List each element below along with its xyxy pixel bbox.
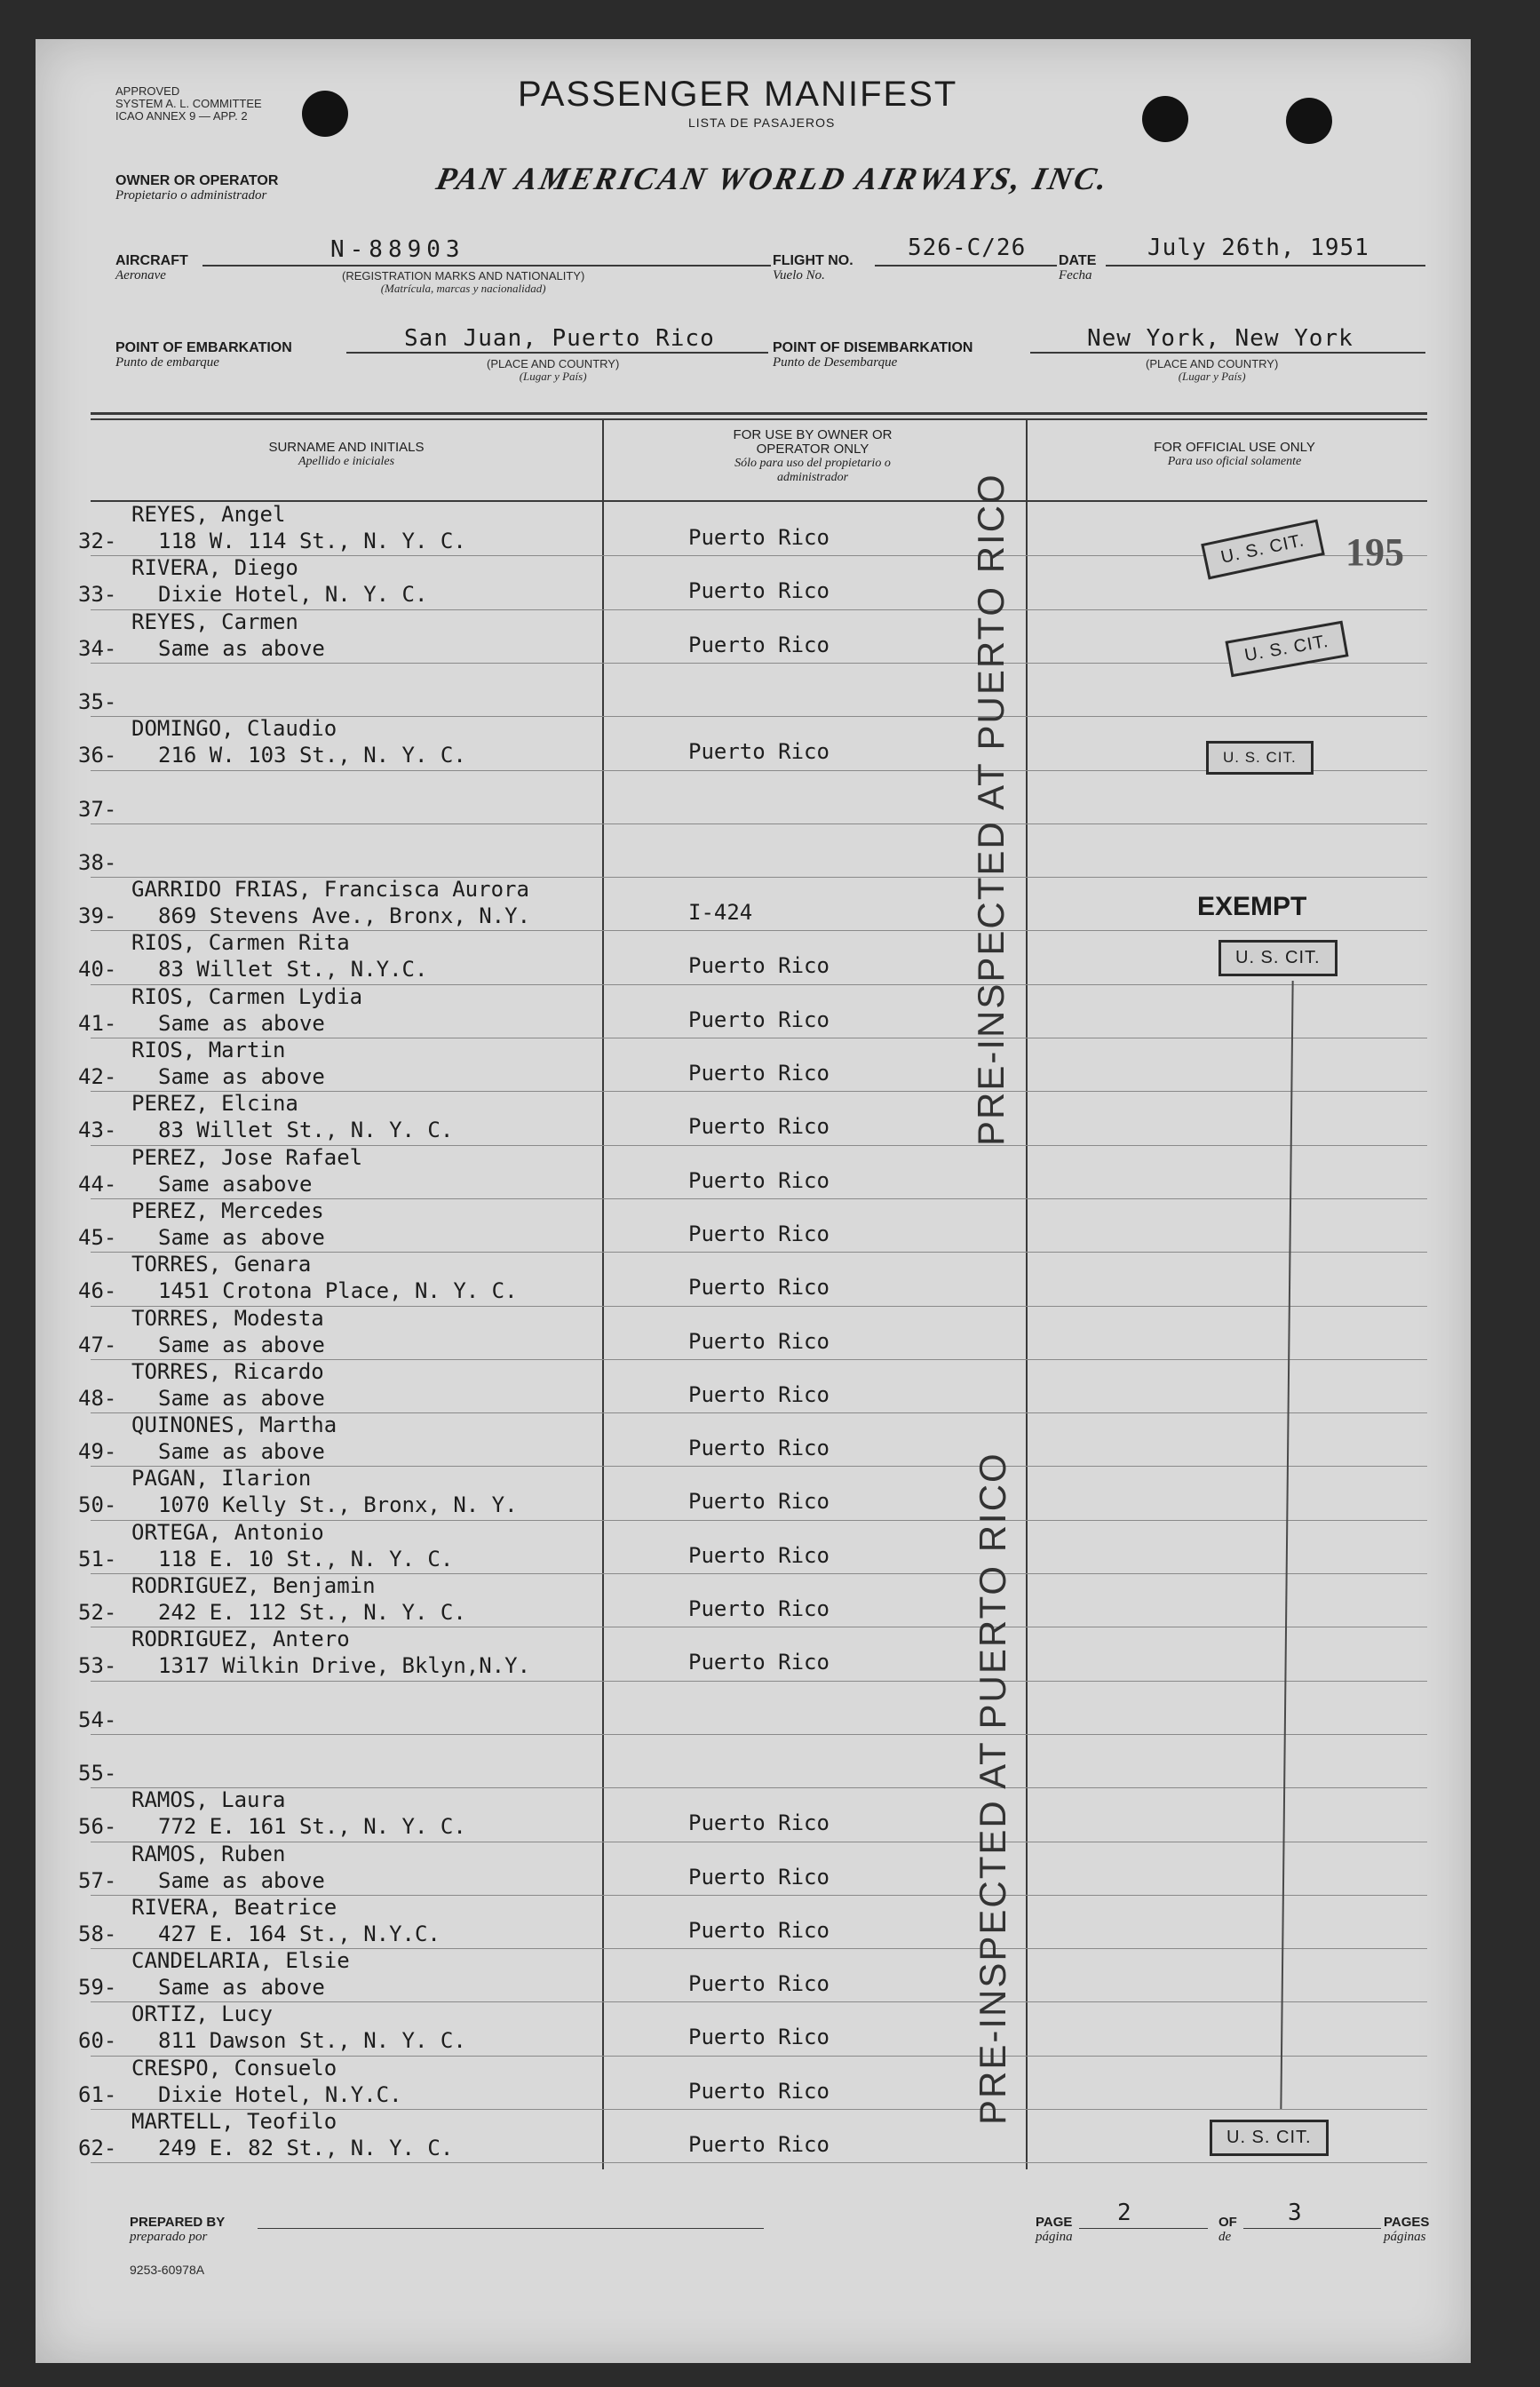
passenger-name: TORRES, Genara: [131, 1252, 312, 1277]
row-divider: [91, 2001, 1427, 2002]
of-label-en: OF: [1219, 2215, 1237, 2230]
col-header-official-es: Para uso oficial solamente: [1167, 455, 1302, 468]
page-label: [1036, 2216, 1073, 2244]
date-label-en: DATE: [1059, 253, 1097, 268]
disembark-place-note-es: (Lugar y País): [1178, 370, 1246, 383]
row-number: 47-: [78, 1332, 117, 1357]
row-number: 34-: [78, 635, 117, 661]
passenger-origin: Puerto Rico: [688, 1650, 830, 1675]
row-number: 49-: [78, 1439, 117, 1465]
passenger-name: PEREZ, Mercedes: [131, 1197, 324, 1223]
passenger-name: RIVERA, Diego: [131, 555, 298, 581]
row-number: 60-: [78, 2028, 117, 2054]
row-number: 35-: [78, 688, 117, 714]
passenger-address: 118 E. 10 St., N. Y. C.: [158, 1546, 454, 1571]
passenger-address: Dixie Hotel, N. Y. C.: [158, 582, 428, 608]
punch-hole-right: [1286, 98, 1332, 144]
flight-label: [773, 254, 853, 282]
passenger-name: QUINONES, Martha: [131, 1412, 337, 1438]
disembark-place-note: [1146, 358, 1278, 383]
row-number: 45-: [78, 1224, 117, 1250]
page-label-es: página: [1036, 2230, 1073, 2244]
row-number: 41-: [78, 1010, 117, 1036]
owner-label-es: Propietario o administrador: [115, 188, 267, 203]
page-title: PASSENGER MANIFEST: [518, 75, 958, 114]
pages-label-es: páginas: [1384, 2230, 1426, 2244]
passenger-name: RIOS, Martin: [131, 1038, 286, 1062]
passenger-name: TORRES, Ricardo: [131, 1358, 324, 1384]
passenger-name: RIOS, Carmen Rita: [131, 930, 350, 956]
date-underline: [1106, 265, 1425, 267]
company-name: PAN AMERICAN WORLD AIRWAYS, INC.: [433, 161, 1114, 196]
passenger-address: 83 Willet St., N.Y.C.: [158, 957, 428, 983]
passenger-origin: I-424: [688, 900, 753, 926]
col-header-official: [1092, 441, 1377, 469]
passenger-name: ORTIZ, Lucy: [131, 2001, 273, 2027]
passenger-address: 216 W. 103 St., N. Y. C.: [158, 743, 466, 768]
passenger-origin: Puerto Rico: [688, 2132, 830, 2157]
flight-label-es: Vuelo No.: [773, 268, 825, 282]
approval-line-2: SYSTEM A. L. COMMITTEE: [115, 97, 262, 110]
date-value: July 26th, 1951: [1147, 235, 1369, 261]
punch-hole-center: [1142, 96, 1188, 142]
us-cit-stamp-3: U. S. CIT.: [1206, 741, 1314, 775]
passenger-name: RAMOS, Ruben: [131, 1841, 286, 1866]
approval-line-1: APPROVED: [115, 84, 180, 98]
passenger-name: RODRIGUEZ, Antero: [131, 1627, 350, 1652]
passenger-origin: Puerto Rico: [688, 953, 830, 979]
passenger-origin: Puerto Rico: [688, 2025, 830, 2050]
page-subtitle: LISTA DE PASAJEROS: [688, 115, 836, 130]
passenger-origin: Puerto Rico: [688, 1381, 830, 1407]
disembark-label-en: POINT OF DISEMBARKATION: [773, 340, 973, 355]
flight-underline: [875, 265, 1057, 267]
passenger-address: Same as above: [158, 1332, 325, 1357]
disembark-label-es: Punto de Desembarque: [773, 355, 898, 370]
passenger-origin: Puerto Rico: [688, 2078, 830, 2104]
col-header-official-en: FOR OFFICIAL USE ONLY: [1154, 440, 1315, 455]
passenger-address: Same as above: [158, 1975, 325, 2001]
passenger-origin: Puerto Rico: [688, 1596, 830, 1621]
embark-label: [115, 341, 292, 370]
preinspected-stamp-lower: PRE-INSPECTED AT PUERTO RICO: [972, 1452, 1013, 2125]
passenger-address: 427 E. 164 St., N.Y.C.: [158, 1921, 441, 1946]
aircraft-label-es: Aeronave: [115, 268, 166, 282]
embark-place-note-es: (Lugar y País): [519, 370, 587, 383]
embark-underline: [346, 352, 768, 354]
passenger-origin: Puerto Rico: [688, 632, 830, 657]
of-value: 3: [1288, 2200, 1303, 2226]
col-header-operator-en: FOR USE BY OWNER OR OPERATOR ONLY: [733, 427, 893, 457]
aircraft-label: [115, 254, 188, 282]
passenger-name: RODRIGUEZ, Benjamin: [131, 1573, 376, 1598]
passenger-name: GARRIDO FRIAS, Francisca Aurora: [131, 877, 529, 903]
table-top-rule-2: [91, 418, 1427, 420]
passenger-name: RAMOS, Laura: [131, 1787, 286, 1813]
passenger-name: MARTELL, Teofilo: [131, 2109, 337, 2134]
form-code: 9253-60978A: [130, 2263, 205, 2277]
row-number: 40-: [78, 957, 117, 983]
passenger-origin: Puerto Rico: [688, 1221, 830, 1246]
passenger-address: 1317 Wilkin Drive, Bklyn,N.Y.: [158, 1653, 531, 1679]
passenger-address: Same as above: [158, 1010, 325, 1036]
flight-value: 526-C/26: [908, 235, 1027, 261]
row-number: 42-: [78, 1064, 117, 1089]
approval-line-3: ICAO ANNEX 9 — APP. 2: [115, 109, 248, 123]
passenger-address: Same as above: [158, 1439, 325, 1465]
row-number: 48-: [78, 1385, 117, 1411]
of-label: [1219, 2216, 1237, 2244]
passenger-address: Dixie Hotel, N.Y.C.: [158, 2081, 402, 2107]
row-number: 52-: [78, 1600, 117, 1625]
row-number: 43-: [78, 1118, 117, 1143]
embark-place-note-en: (PLACE AND COUNTRY): [487, 357, 620, 370]
passenger-address: Same as above: [158, 1224, 325, 1250]
prepared-underline: [258, 2228, 764, 2229]
passenger-origin: Puerto Rico: [688, 1007, 830, 1032]
passenger-origin: Puerto Rico: [688, 1061, 830, 1086]
page-label-en: PAGE: [1036, 2215, 1073, 2230]
passenger-name: REYES, Angel: [131, 502, 286, 527]
col-header-surname: [169, 441, 524, 469]
passenger-name: PEREZ, Jose Rafael: [131, 1144, 363, 1170]
row-number: 46-: [78, 1278, 117, 1304]
row-number: 57-: [78, 1867, 117, 1893]
embark-label-en: POINT OF EMBARKATION: [115, 340, 292, 355]
prepared-by-en: PREPARED BY: [130, 2215, 226, 2230]
approval-block: [115, 85, 320, 123]
us-cit-stamp-2: U. S. CIT.: [1225, 621, 1348, 678]
passenger-origin: Puerto Rico: [688, 1436, 830, 1461]
passenger-name: TORRES, Modesta: [131, 1305, 324, 1331]
passenger-origin: Puerto Rico: [688, 1114, 830, 1140]
aircraft-underline: [202, 265, 771, 267]
passenger-address: Same as above: [158, 1064, 325, 1089]
passenger-origin: Puerto Rico: [688, 1328, 830, 1354]
passenger-address: 242 E. 112 St., N. Y. C.: [158, 1600, 466, 1625]
row-number: 59-: [78, 1975, 117, 2001]
disembark-place-note-en: (PLACE AND COUNTRY): [1146, 357, 1279, 370]
row-number: 51-: [78, 1546, 117, 1571]
col-header-operator-es: Sólo para uso del propietario o administrador: [734, 457, 891, 484]
passenger-address: 83 Willet St., N. Y. C.: [158, 1118, 454, 1143]
passenger-name: PAGAN, Ilarion: [131, 1466, 312, 1492]
passenger-origin: Puerto Rico: [688, 1167, 830, 1193]
date-label-es: Fecha: [1059, 268, 1092, 282]
row-number: 56-: [78, 1814, 117, 1840]
embark-value: San Juan, Puerto Rico: [404, 325, 715, 352]
pages-label-en: PAGES: [1384, 2215, 1430, 2230]
row-number: 33-: [78, 582, 117, 608]
passenger-name: RIVERA, Beatrice: [131, 1894, 337, 1920]
passenger-name: CANDELARIA, Elsie: [131, 1948, 350, 1974]
passenger-address: 1451 Crotona Place, N. Y. C.: [158, 1278, 518, 1304]
passenger-address: Same as above: [158, 1385, 325, 1411]
passenger-name: REYES, Carmen: [131, 609, 298, 634]
aircraft-value: N-88903: [330, 236, 465, 263]
passenger-address: 772 E. 161 St., N. Y. C.: [158, 1814, 466, 1840]
row-number: 32-: [78, 529, 117, 553]
row-number: 53-: [78, 1653, 117, 1679]
passenger-origin: Puerto Rico: [688, 1971, 830, 1997]
prepared-by-label: [130, 2216, 225, 2244]
passenger-origin: Puerto Rico: [688, 1542, 830, 1568]
col-header-surname-es: Apellido e iniciales: [298, 455, 395, 468]
passenger-name: RIOS, Carmen Lydia: [131, 983, 363, 1009]
registration-note-en: (REGISTRATION MARKS AND NATIONALITY): [342, 269, 585, 282]
passenger-origin: Puerto Rico: [688, 1489, 830, 1515]
prepared-by-es: preparado por: [130, 2230, 208, 2244]
row-number: 54-: [78, 1707, 117, 1732]
row-divider: [91, 1734, 1427, 1735]
row-number: 36-: [78, 743, 117, 768]
flight-label-en: FLIGHT NO.: [773, 253, 853, 268]
of-label-es: de: [1219, 2230, 1232, 2244]
col-header-operator: [702, 428, 924, 485]
col-divider-2: [1026, 419, 1028, 2169]
owner-label: [115, 174, 278, 203]
passenger-address: Same as above: [158, 635, 325, 661]
header-bottom-rule: [91, 500, 1427, 502]
page-value: 2: [1117, 2200, 1132, 2226]
passenger-origin: Puerto Rico: [688, 1275, 830, 1301]
registration-note: [342, 270, 584, 295]
passenger-address: Same as above: [158, 1867, 325, 1893]
registration-note-es: (Matrícula, marcas y nacionalidad): [380, 282, 546, 295]
table-top-rule-1: [91, 412, 1427, 415]
passenger-address: 811 Dawson St., N. Y. C.: [158, 2028, 466, 2054]
passenger-address: 869 Stevens Ave., Bronx, N.Y.: [158, 903, 531, 929]
embark-label-es: Punto de embarque: [115, 355, 219, 370]
passenger-origin: Puerto Rico: [688, 578, 830, 604]
passenger-name: DOMINGO, Claudio: [131, 716, 337, 742]
passenger-address: 249 E. 82 St., N. Y. C.: [158, 2136, 454, 2160]
stamp-number: 195: [1346, 530, 1404, 574]
row-divider: [91, 663, 1427, 664]
col-divider-1: [602, 419, 604, 2169]
us-cit-stamp-5: U. S. CIT.: [1210, 2120, 1329, 2156]
row-number: 58-: [78, 1921, 117, 1946]
passenger-name: PEREZ, Elcina: [131, 1091, 298, 1117]
disembark-label: [773, 341, 972, 370]
passenger-origin: Puerto Rico: [688, 1810, 830, 1836]
row-number: 37-: [78, 796, 117, 822]
passenger-origin: Puerto Rico: [688, 739, 830, 765]
pages-label: [1384, 2216, 1429, 2244]
row-number: 39-: [78, 903, 117, 929]
aircraft-label-en: AIRCRAFT: [115, 253, 188, 268]
owner-label-en: OWNER OR OPERATOR: [115, 173, 279, 188]
passenger-address: 1070 Kelly St., Bronx, N. Y.: [158, 1492, 518, 1518]
passenger-name: ORTEGA, Antonio: [131, 1519, 324, 1545]
disembark-underline: [1030, 352, 1425, 354]
row-number: 61-: [78, 2081, 117, 2107]
passenger-origin: Puerto Rico: [688, 1864, 830, 1890]
row-number: 62-: [78, 2136, 117, 2160]
us-cit-stamp-4: U. S. CIT.: [1219, 940, 1338, 976]
row-divider: [91, 2162, 1427, 2163]
embark-place-note: [487, 358, 619, 383]
passenger-name: CRESPO, Consuelo: [131, 2055, 337, 2081]
col-header-surname-en: SURNAME AND INITIALS: [268, 440, 425, 455]
disembark-value: New York, New York: [1087, 325, 1353, 352]
date-label: [1059, 254, 1096, 282]
page-underline: [1079, 2228, 1208, 2229]
of-underline: [1243, 2228, 1381, 2229]
row-divider: [91, 1787, 1427, 1788]
us-cit-stamp-1: U. S. CIT.: [1201, 520, 1324, 580]
exempt-mark: EXEMPT: [1197, 892, 1307, 921]
row-number: 50-: [78, 1492, 117, 1518]
row-number: 44-: [78, 1171, 117, 1197]
row-divider: [91, 1681, 1427, 1682]
passenger-address: 118 W. 114 St., N. Y. C.: [158, 529, 466, 553]
row-number: 38-: [78, 849, 117, 875]
row-number: 55-: [78, 1760, 117, 1786]
preinspected-stamp-upper: PRE-INSPECTED AT PUERTO RICO: [970, 473, 1012, 1146]
passenger-origin: Puerto Rico: [688, 525, 830, 550]
passenger-origin: Puerto Rico: [688, 1917, 830, 1943]
passenger-address: Same asabove: [158, 1171, 313, 1197]
